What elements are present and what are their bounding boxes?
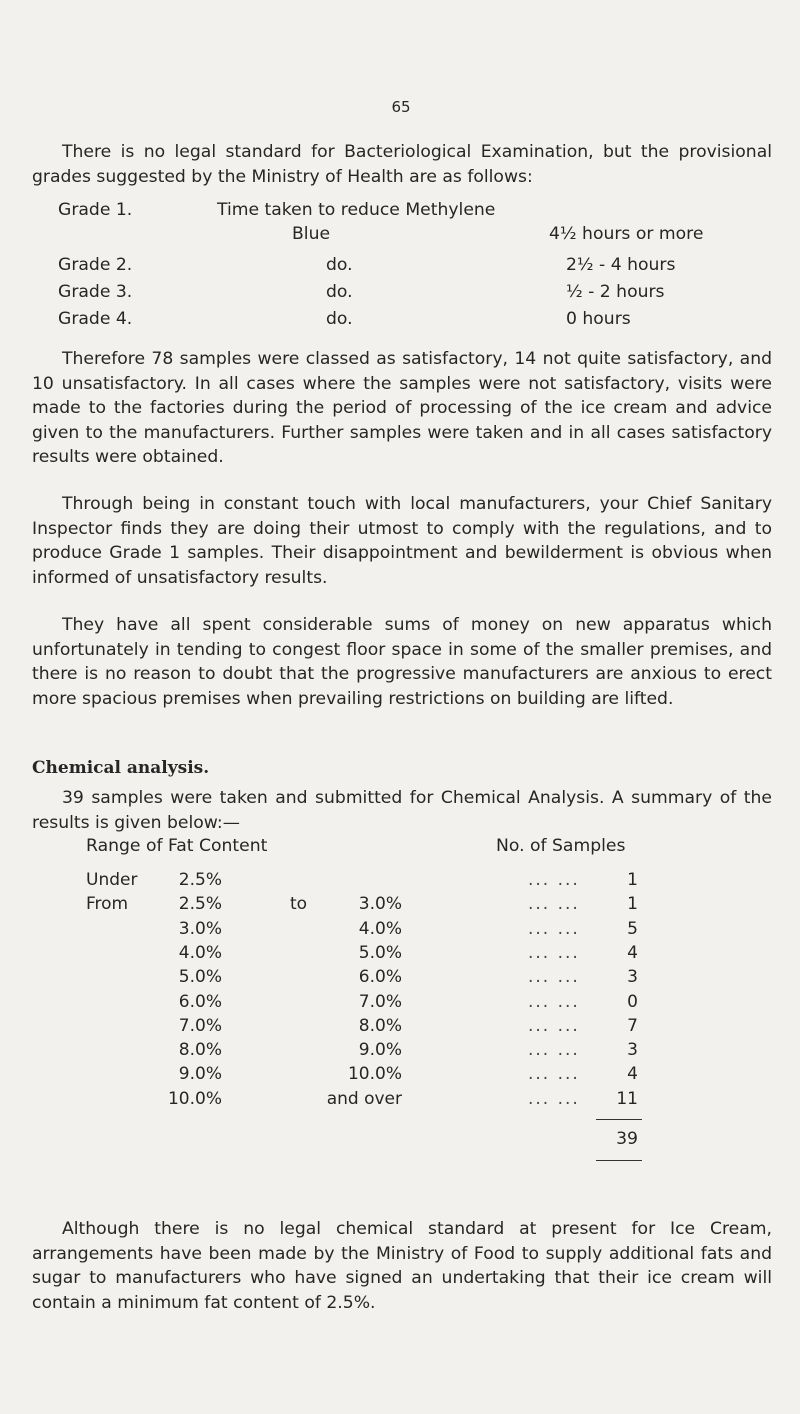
range-from: 4.0% xyxy=(178,942,222,963)
range-to: 6.0% xyxy=(358,967,402,988)
range-to: 7.0% xyxy=(358,991,402,1012)
range-from: 7.0% xyxy=(178,1015,222,1036)
dot-leader: ... ... xyxy=(528,894,580,915)
grade-label: Grade 2. xyxy=(58,255,133,275)
table-row xyxy=(0,943,800,967)
range-from: 2.5% xyxy=(178,870,222,890)
dot-leader: ... ... xyxy=(528,870,580,890)
row-label: Under xyxy=(86,870,138,890)
range-from: 3.0% xyxy=(178,918,222,939)
sample-count: 7 xyxy=(627,1015,638,1036)
range-to: and over xyxy=(326,1088,402,1109)
dot-leader: ... ... xyxy=(528,967,580,988)
range-from: 10.0% xyxy=(167,1088,222,1109)
grade-label: Grade 4. xyxy=(58,309,133,329)
grade-method: do. xyxy=(326,255,353,275)
sum-rule-bottom xyxy=(596,1160,642,1161)
table-row xyxy=(0,894,800,918)
table-row xyxy=(0,1040,800,1064)
grade-time: 0 hours xyxy=(566,309,631,329)
paragraph-3: They have all spent considerable sums of money on new apparatus which unfortunately in tending to congest floor space in some of the smaller premises, and there is no reason to doubt that the progressive manufacturers are anxious to erect more spacious premises when prevailing restrictions on building are lifted. xyxy=(32,615,772,709)
range-to: 9.0% xyxy=(358,1040,402,1061)
row-label: From xyxy=(86,894,129,915)
paragraph-1: Therefore 78 samples were classed as satisfactory, 14 not quite satisfactory, and 10 unsatisfactory. In all cases where the samples were not satisfactory, visits were made to the factories during the period of processing of the ice cream and advice given to the manufacturers. Further samples were taken and in all cases satisfactory results were obtained. xyxy=(32,349,772,467)
paragraph-4: 39 samples were taken and submitted for Chemical Analysis. A summary of the results is given below:— xyxy=(32,788,772,833)
dot-leader: ... ... xyxy=(528,1040,580,1061)
table-row xyxy=(0,919,800,943)
sample-count: 3 xyxy=(627,967,638,988)
sample-count: 4 xyxy=(627,1064,638,1085)
table-row xyxy=(0,967,800,991)
table-row xyxy=(0,870,800,894)
grade-method: do. xyxy=(326,309,353,329)
table-row xyxy=(0,1016,800,1040)
intro-paragraph: There is no legal standard for Bacteriological Examination, but the provisional grades suggested by the Ministry of Health are as follows: xyxy=(32,142,772,187)
grade-method-cont: Blue xyxy=(292,224,331,244)
paragraph-2: Through being in constant touch with local manufacturers, your Chief Sanitary Inspector finds they are doing their utmost to comply with the regulations, and to produce Grade 1 samples. Their disappointment and bewilderment is obvious when informed of unsatisfactory results. xyxy=(32,494,772,588)
table-header-count: No. of Samples xyxy=(496,836,626,856)
dot-leader: ... ... xyxy=(528,1064,580,1085)
sample-count: 1 xyxy=(627,870,638,890)
table-row xyxy=(0,1064,800,1088)
samples-total: 39 xyxy=(616,1129,638,1149)
page-number: 65 xyxy=(391,98,411,116)
sample-count: 4 xyxy=(627,942,638,963)
table-row xyxy=(0,1089,800,1113)
grade-label: Grade 1. xyxy=(58,200,133,220)
grade-time: 4½ hours or more xyxy=(549,224,704,244)
sample-count: 1 xyxy=(627,894,638,915)
grade-time: 2½ - 4 hours xyxy=(566,255,676,275)
range-to: 3.0% xyxy=(358,894,402,915)
sum-rule-top xyxy=(596,1119,642,1120)
range-from: 6.0% xyxy=(178,991,222,1012)
range-from: 8.0% xyxy=(178,1040,222,1061)
range-to: 8.0% xyxy=(358,1015,402,1036)
dot-leader: ... ... xyxy=(528,1015,580,1036)
range-to: 4.0% xyxy=(358,918,402,939)
table-header-range: Range of Fat Content xyxy=(86,836,268,856)
sample-count: 11 xyxy=(616,1088,638,1109)
sample-count: 3 xyxy=(627,1040,638,1061)
section-heading: Chemical analysis. xyxy=(32,758,210,778)
grade-method: do. xyxy=(326,282,353,302)
range-from: 5.0% xyxy=(178,967,222,988)
range-to: 5.0% xyxy=(358,942,402,963)
range-from: 9.0% xyxy=(178,1064,222,1085)
sample-count: 0 xyxy=(627,991,638,1012)
grade-method: Time taken to reduce Methylene xyxy=(217,200,496,220)
table-row xyxy=(0,992,800,1016)
range-to: 10.0% xyxy=(347,1064,402,1085)
dot-leader: ... ... xyxy=(528,942,580,963)
dot-leader: ... ... xyxy=(528,991,580,1012)
sample-count: 5 xyxy=(627,918,638,939)
dot-leader: ... ... xyxy=(528,918,580,939)
range-from: 2.5% xyxy=(178,894,222,915)
grade-label: Grade 3. xyxy=(58,282,133,302)
grade-time: ½ - 2 hours xyxy=(566,282,665,302)
paragraph-5: Although there is no legal chemical standard at present for Ice Cream, arrangements have been made by the Ministry of Food to supply additional fats and sugar to manufacturers who have signed an undertaking that their ice cream will contain a minimum fat content of 2.5%. xyxy=(32,1219,772,1313)
dot-leader: ... ... xyxy=(528,1088,580,1109)
range-to-word: to xyxy=(290,894,308,915)
